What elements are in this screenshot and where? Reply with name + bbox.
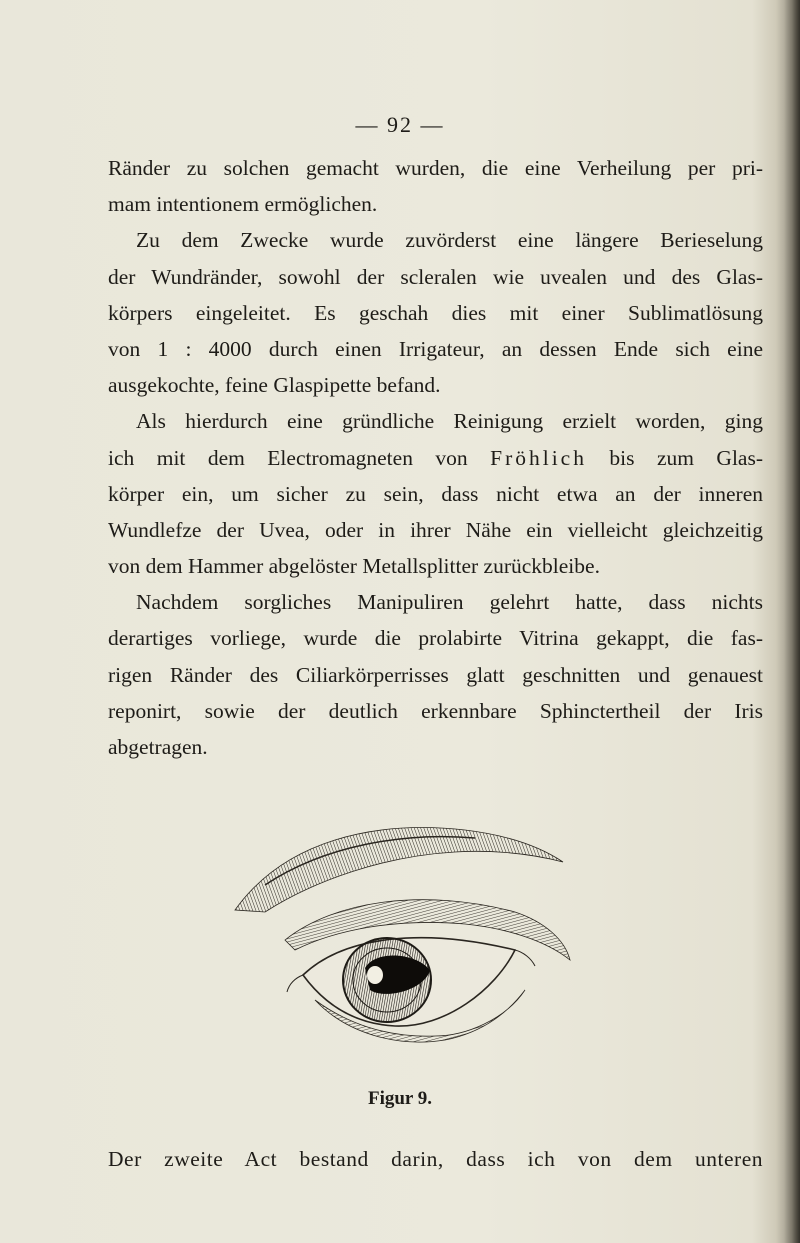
text-line [108, 440, 763, 476]
eye-illustration [225, 800, 585, 1060]
text-line: körper ein, um sicher zu sein, dass nicht etwa an der inneren [108, 481, 763, 506]
text-line: derartiges vorliege, wurde die prolabirte Vitrina gekappt, die fas- [108, 626, 763, 651]
continuation-line: Der zweite Act bestand darin, dass ich von dem unteren [108, 1147, 763, 1171]
text-line: abgetragen. [108, 735, 208, 759]
text-line: körpers eingeleitet. Es geschah dies mit einer Sublimatlösung [108, 300, 763, 325]
text-line: ausgekochte, feine Glaspipette befand. [108, 373, 441, 398]
figure-caption: Figur 9. [367, 1088, 433, 1109]
text-segment: bis zum Glas- [609, 445, 763, 470]
text-line: Nachdem sorgliches Manipuliren gelehrt hatte, dass nichts [136, 590, 763, 615]
text-line: Als hierdurch eine gründliche Reinigung erzielt worden, ging [136, 409, 763, 434]
text-segment: ich mit dem Electromagneten von [108, 445, 468, 470]
page-edge-shadow [784, 0, 800, 1243]
text-line: der Wundränder, sowohl der scleralen wie uvealen und des Glas- [108, 264, 763, 289]
eyebrow-hatching [235, 828, 563, 912]
page-number: — 92 — [355, 112, 445, 137]
author-name: Fröhlich [490, 445, 587, 470]
text-line: von 1 : 4000 durch einen Irrigateur, an dessen Ende sich eine [108, 336, 763, 361]
text-line: von dem Hammer abgelöster Metallsplitter zurückbleibe. [108, 554, 600, 579]
text-line: reponirt, sowie der deutlich erkennbare Sphinctertheil der Iris [108, 698, 763, 723]
text-line: mam intentionem ermöglichen. [108, 192, 378, 217]
text-line: Zu dem Zwecke wurde zuvörderst eine längere Berieselung [136, 228, 763, 253]
text-line: Ränder zu solchen gemacht wurden, die eine Verheilung per pri- [108, 156, 763, 180]
body-text [108, 150, 763, 765]
text-line: rigen Ränder des Ciliarkörperrisses glatt geschnitten und genauest [108, 662, 763, 687]
text-line: Wundlefze der Uvea, oder in ihrer Nähe ein vielleicht gleichzeitig [108, 517, 763, 542]
